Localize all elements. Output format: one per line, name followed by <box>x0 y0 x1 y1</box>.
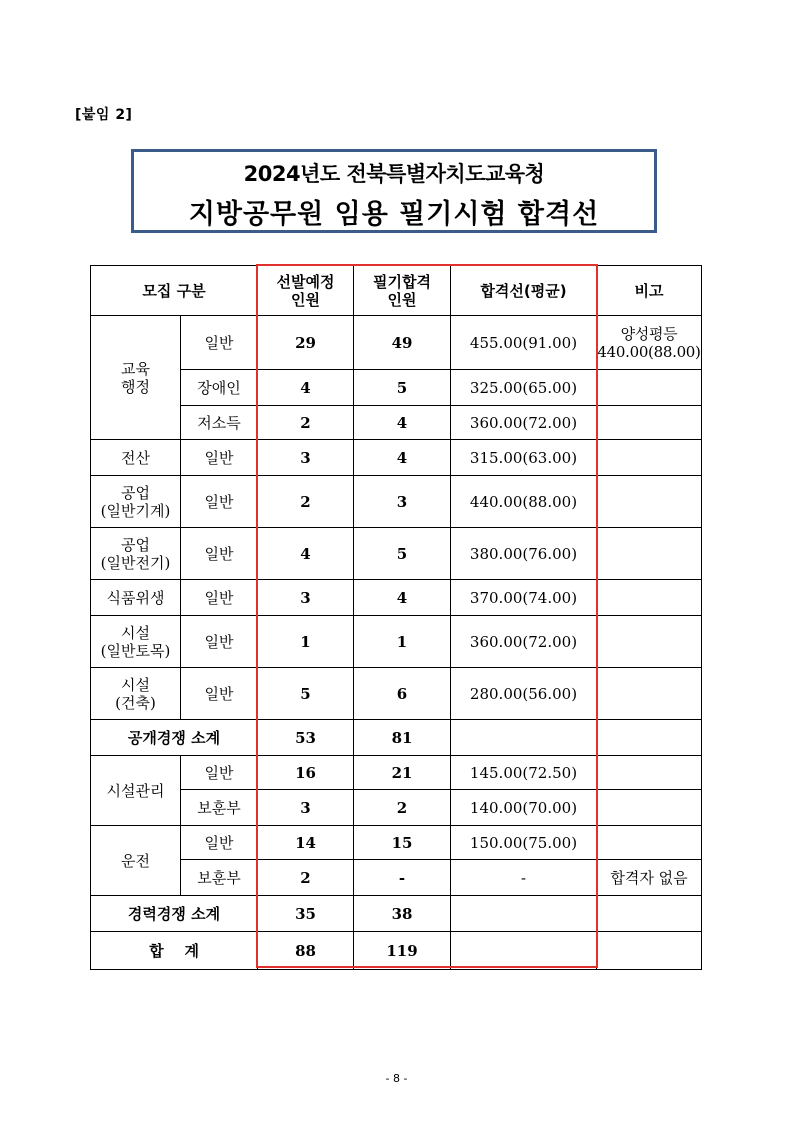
note-cell <box>597 756 702 790</box>
sub-category: 보훈부 <box>181 790 258 826</box>
passed-count: - <box>354 860 451 896</box>
note-cell <box>597 790 702 826</box>
table-row <box>91 370 702 406</box>
planned-count: 2 <box>258 406 354 440</box>
title-line-2: 지방공무원 임용 필기시험 합격선 <box>188 199 600 230</box>
passed-count: 5 <box>354 528 451 580</box>
table-row <box>91 476 702 528</box>
passed-count: 4 <box>354 440 451 476</box>
note-cell <box>597 580 702 616</box>
planned-count: 2 <box>258 860 354 896</box>
cutoff-score: - <box>451 860 597 896</box>
subtotal-career-passed: 38 <box>354 896 451 932</box>
cutoff-score: 140.00(70.00) <box>451 790 597 826</box>
cutoff-score: 315.00(63.00) <box>451 440 597 476</box>
cutoff-score: 145.00(72.50) <box>451 756 597 790</box>
cutoff-score: 380.00(76.00) <box>451 528 597 580</box>
note-cell: 합격자 없음 <box>597 860 702 896</box>
passed-count: 15 <box>354 826 451 860</box>
header-passed: 필기합격 인원 <box>354 266 451 316</box>
cutoff-score: 360.00(72.00) <box>451 406 597 440</box>
passed-count: 1 <box>354 616 451 668</box>
sub-category: 일반 <box>181 616 258 668</box>
title-box <box>131 149 657 233</box>
total-planned: 88 <box>258 932 354 970</box>
note-cell <box>597 406 702 440</box>
sub-category: 일반 <box>181 476 258 528</box>
planned-count: 16 <box>258 756 354 790</box>
total-passed: 119 <box>354 932 451 970</box>
empty-cell <box>451 896 597 932</box>
total-label: 합 계 <box>91 932 258 970</box>
group-arch: 시설 (건축) <box>91 668 181 720</box>
planned-count: 14 <box>258 826 354 860</box>
table-row <box>91 406 702 440</box>
note-cell <box>597 476 702 528</box>
table-row <box>91 440 702 476</box>
table-row <box>91 826 702 860</box>
header-planned: 선발예정 인원 <box>258 266 354 316</box>
cutoff-score: 440.00(88.00) <box>451 476 597 528</box>
sub-category: 일반 <box>181 316 258 370</box>
group-facility-mgmt: 시설관리 <box>91 756 181 826</box>
sub-category: 저소득 <box>181 406 258 440</box>
header-cutoff: 합격선(평균) <box>451 266 597 316</box>
subtotal-career-label: 경력경쟁 소계 <box>91 896 258 932</box>
planned-count: 2 <box>258 476 354 528</box>
cutoff-table <box>90 265 702 970</box>
cutoff-score: 370.00(74.00) <box>451 580 597 616</box>
note-cell <box>597 826 702 860</box>
group-driving: 운전 <box>91 826 181 896</box>
subtotal-open-passed: 81 <box>354 720 451 756</box>
group-computing: 전산 <box>91 440 181 476</box>
cutoff-score: 325.00(65.00) <box>451 370 597 406</box>
sub-category: 일반 <box>181 668 258 720</box>
cutoff-score: 455.00(91.00) <box>451 316 597 370</box>
planned-count: 3 <box>258 790 354 826</box>
passed-count: 2 <box>354 790 451 826</box>
table-row <box>91 528 702 580</box>
table-row <box>91 756 702 790</box>
attachment-label: [붙임 2] <box>75 107 133 123</box>
passed-count: 49 <box>354 316 451 370</box>
planned-count: 3 <box>258 440 354 476</box>
header-category: 모집 구분 <box>91 266 258 316</box>
table-row <box>91 580 702 616</box>
subtotal-open-label: 공개경쟁 소계 <box>91 720 258 756</box>
passed-count: 4 <box>354 406 451 440</box>
title-line-1: 2024년도 전북특별자치도교육청 <box>243 162 545 186</box>
passed-count: 4 <box>354 580 451 616</box>
table-row <box>91 616 702 668</box>
empty-cell <box>597 896 702 932</box>
group-civil: 시설 (일반토목) <box>91 616 181 668</box>
note-cell <box>597 370 702 406</box>
table-row <box>91 668 702 720</box>
page-number: - 8 - <box>385 1072 408 1085</box>
passed-count: 6 <box>354 668 451 720</box>
sub-category: 일반 <box>181 580 258 616</box>
sub-category: 일반 <box>181 756 258 790</box>
planned-count: 4 <box>258 528 354 580</box>
group-elec: 공업 (일반전기) <box>91 528 181 580</box>
header-note: 비고 <box>597 266 702 316</box>
empty-cell <box>451 720 597 756</box>
note-cell <box>597 528 702 580</box>
planned-count: 4 <box>258 370 354 406</box>
cutoff-score: 360.00(72.00) <box>451 616 597 668</box>
subtotal-row <box>91 896 702 932</box>
passed-count: 5 <box>354 370 451 406</box>
sub-category: 보훈부 <box>181 860 258 896</box>
sub-category: 일반 <box>181 528 258 580</box>
note-cell <box>597 616 702 668</box>
header-row <box>91 266 702 316</box>
planned-count: 29 <box>258 316 354 370</box>
table-row <box>91 860 702 896</box>
empty-cell <box>597 720 702 756</box>
empty-cell <box>597 932 702 970</box>
subtotal-career-planned: 35 <box>258 896 354 932</box>
note-cell <box>597 440 702 476</box>
subtotal-open-planned: 53 <box>258 720 354 756</box>
cutoff-score: 280.00(56.00) <box>451 668 597 720</box>
total-row <box>91 932 702 970</box>
empty-cell <box>451 932 597 970</box>
group-mech: 공업 (일반기계) <box>91 476 181 528</box>
table-row <box>91 790 702 826</box>
planned-count: 3 <box>258 580 354 616</box>
passed-count: 21 <box>354 756 451 790</box>
table-row <box>91 316 702 370</box>
planned-count: 1 <box>258 616 354 668</box>
planned-count: 5 <box>258 668 354 720</box>
group-edu-admin: 교육 행정 <box>91 316 181 440</box>
cutoff-score: 150.00(75.00) <box>451 826 597 860</box>
sub-category: 일반 <box>181 826 258 860</box>
subtotal-row <box>91 720 702 756</box>
note-cell: 양성평등 440.00(88.00) <box>597 316 702 370</box>
group-food: 식품위생 <box>91 580 181 616</box>
passed-count: 3 <box>354 476 451 528</box>
sub-category: 장애인 <box>181 370 258 406</box>
note-cell <box>597 668 702 720</box>
sub-category: 일반 <box>181 440 258 476</box>
